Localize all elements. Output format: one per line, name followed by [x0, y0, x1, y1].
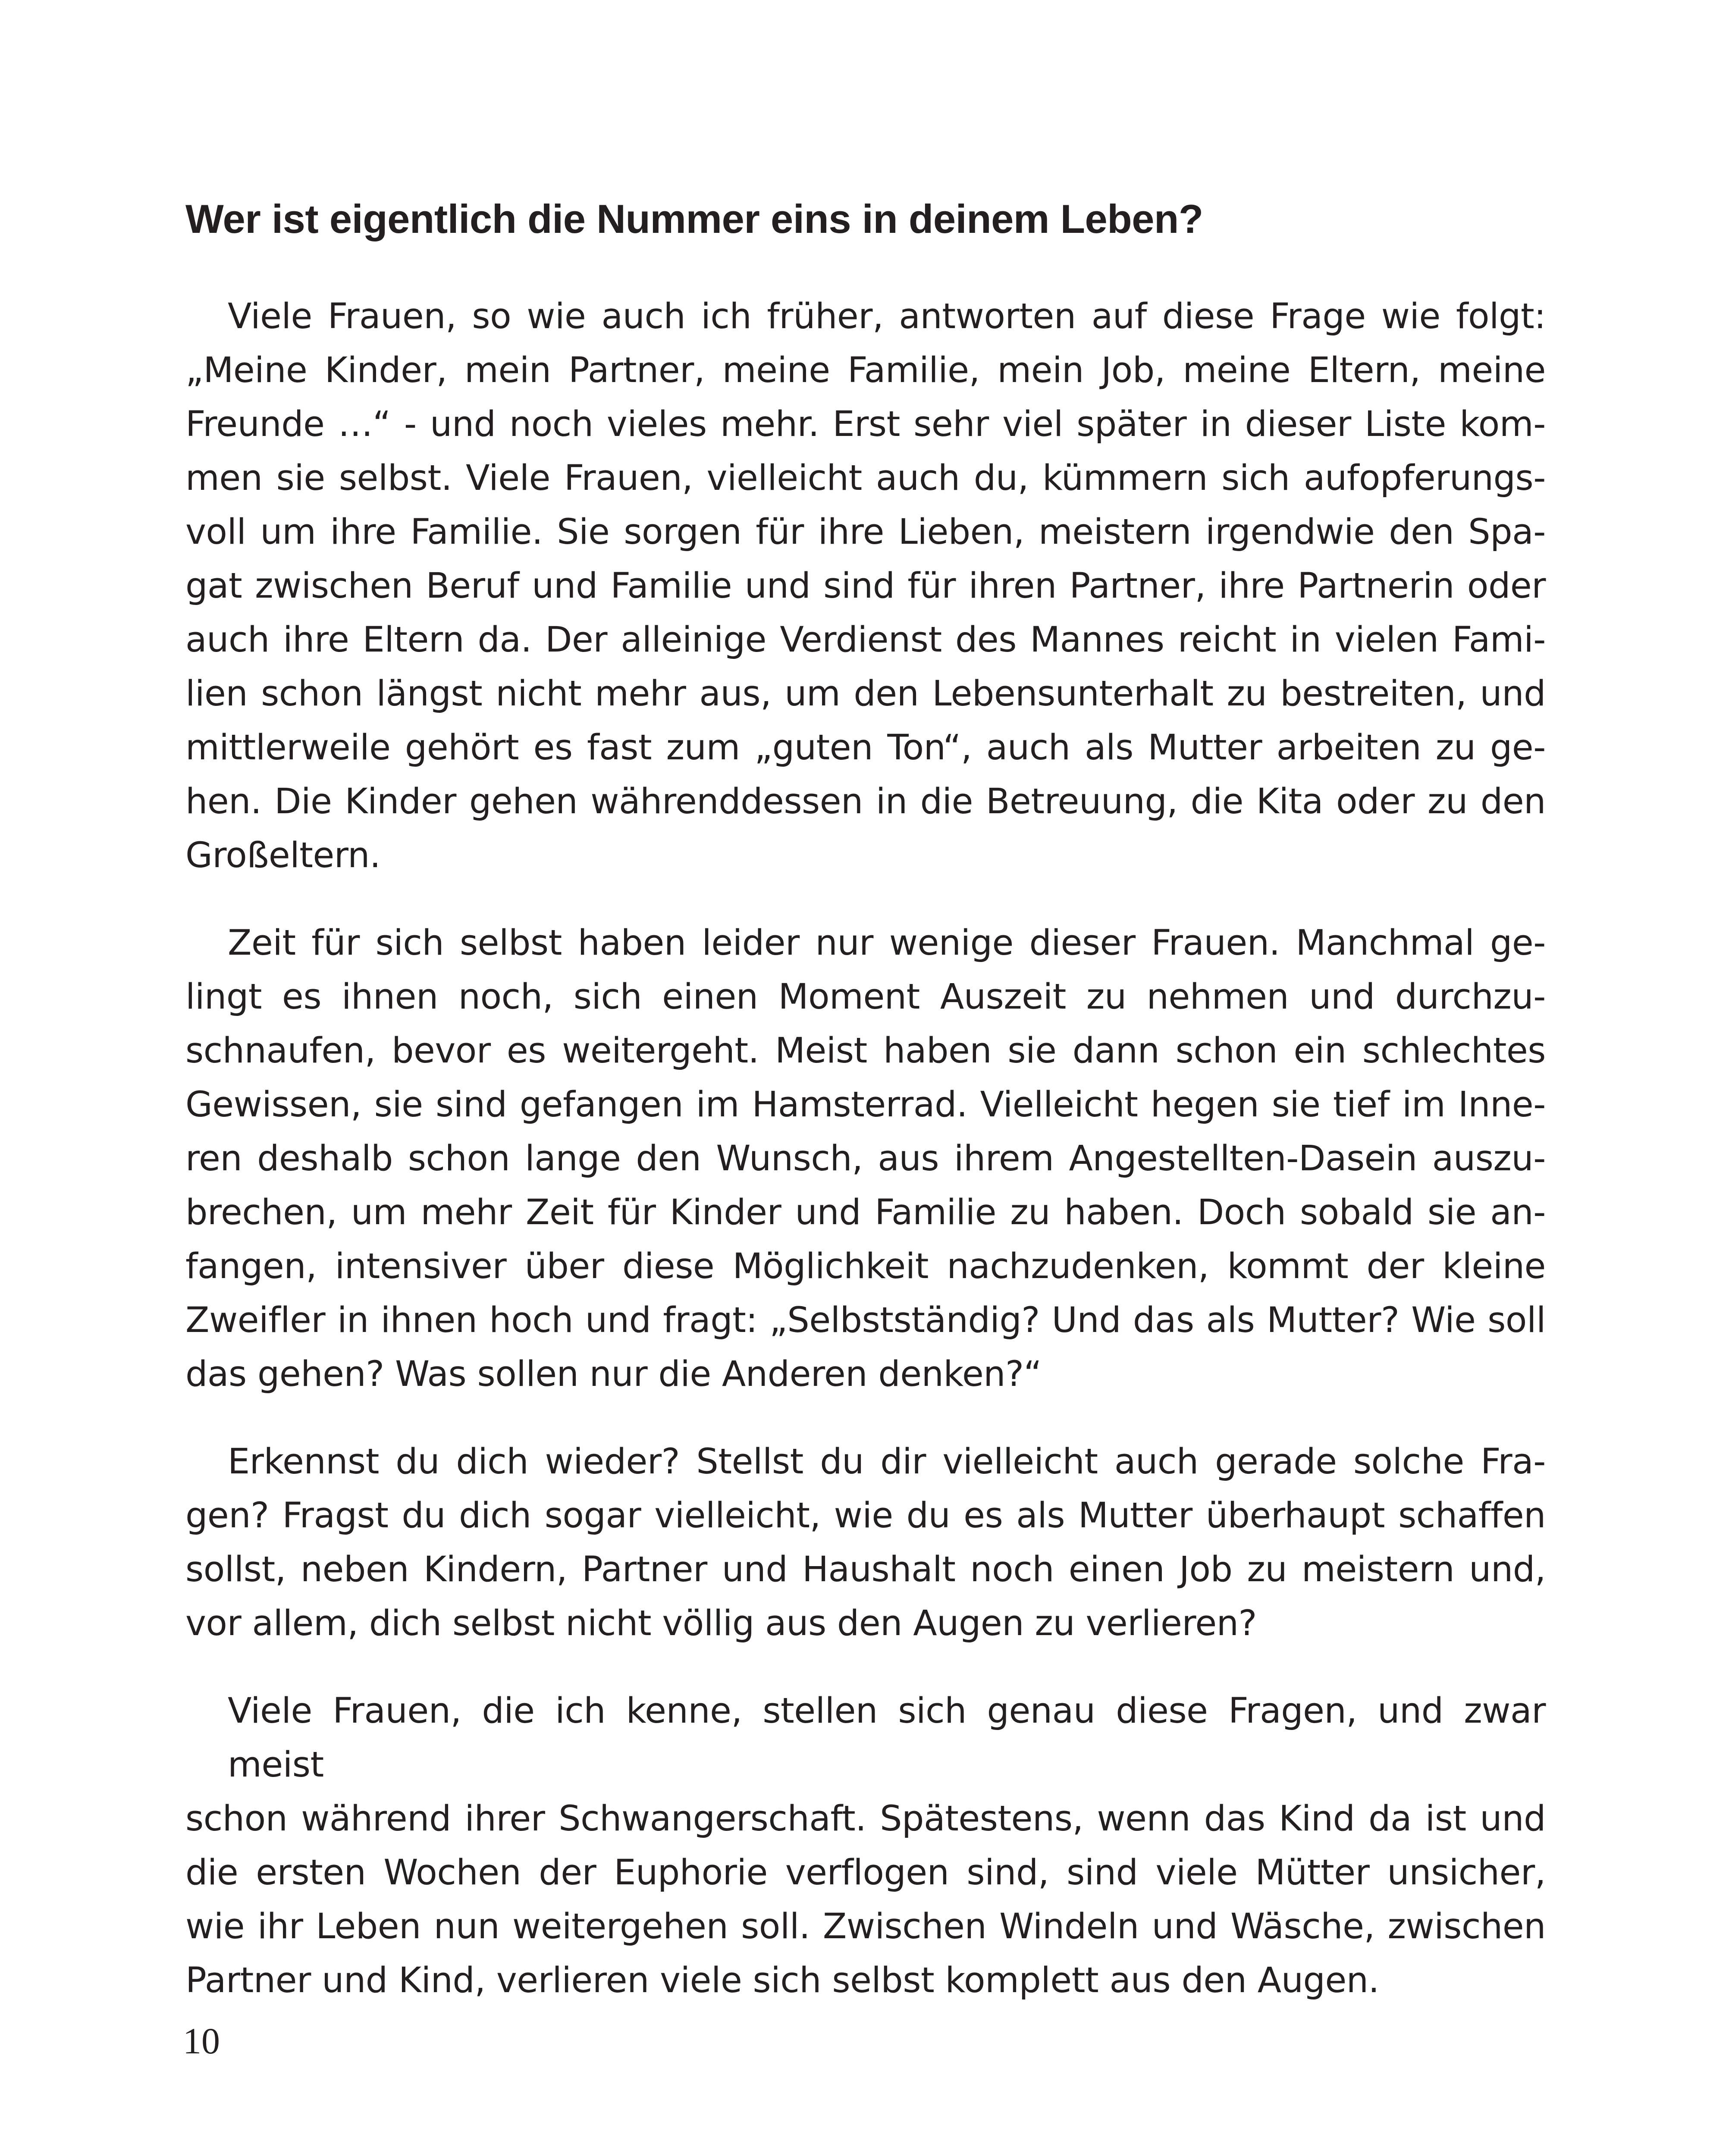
page-number: 10: [183, 2020, 220, 2062]
text-line: Freunde …“ - und noch vieles mehr. Erst sehr viel später in dieser Liste kom-: [185, 404, 1546, 445]
paragraph-3: [185, 1435, 1546, 1651]
text-line: brechen, um mehr Zeit für Kinder und Familie zu haben. Doch sobald sie an-: [185, 1192, 1546, 1233]
text-line: schon während ihrer Schwangerschaft. Spätestens, wenn das Kind da ist und: [185, 1799, 1546, 1839]
text-line: Gewissen, sie sind gefangen im Hamsterrad. Vielleicht hegen sie tief im Inne-: [185, 1084, 1546, 1125]
text-line: voll um ihre Familie. Sie sorgen für ihre Lieben, meistern irgendwie den Spa-: [185, 512, 1546, 552]
paragraph-4: [185, 1684, 1546, 2008]
text-line: die ersten Wochen der Euphorie verflogen sind, sind viele Mütter unsicher,: [185, 1852, 1546, 1893]
text-line: wie ihr Leben nun weitergehen soll. Zwischen Windeln und Wäsche, zwischen: [185, 1906, 1546, 1947]
paragraph-1: [185, 290, 1546, 883]
text-line: Zeit für sich selbst haben leider nur wenige dieser Frauen. Manchmal ge-: [228, 923, 1546, 963]
text-line: ren deshalb schon lange den Wunsch, aus ihrem Angestellten-Dasein auszu-: [185, 1138, 1546, 1179]
text-line: auch ihre Eltern da. Der alleinige Verdienst des Mannes reicht in vielen Fami-: [185, 620, 1546, 660]
text-line: „Meine Kinder, mein Partner, meine Familie, mein Job, meine Eltern, meine: [185, 350, 1546, 391]
text-line: gat zwischen Beruf und Familie und sind für ihren Partner, ihre Partnerin oder: [185, 566, 1546, 606]
text-line: Zweifler in ihnen hoch und fragt: „Selbstständig? Und das als Mutter? Wie soll: [185, 1300, 1546, 1341]
text-line: Viele Frauen, die ich kenne, stellen sich genau diese Fragen, und zwar meist: [228, 1691, 1546, 1785]
text-line: mittlerweile gehört es fast zum „guten Ton“, auch als Mutter arbeiten zu ge-: [185, 727, 1546, 768]
text-line: hen. Die Kinder gehen währenddessen in die Betreuung, die Kita oder zu den: [185, 781, 1546, 822]
text-line: sollst, neben Kindern, Partner und Haushalt noch einen Job zu meistern und,: [185, 1549, 1546, 1590]
text-line: gen? Fragst du dich sogar vielleicht, wie du es als Mutter überhaupt schaffen: [185, 1495, 1546, 1536]
text-line: fangen, intensiver über diese Möglichkeit nachzudenken, kommt der kleine: [185, 1246, 1546, 1287]
text-line: vor allem, dich selbst nicht völlig aus den Augen zu verlieren?: [185, 1603, 1257, 1644]
text-line: schnaufen, bevor es weitergeht. Meist haben sie dann schon ein schlechtes: [185, 1031, 1546, 1071]
body-text: [185, 290, 1546, 2041]
text-line: Viele Frauen, so wie auch ich früher, antworten auf diese Frage wie folgt:: [228, 296, 1546, 337]
text-line: men sie selbst. Viele Frauen, vielleicht auch du, kümmern sich aufopferungs-: [185, 458, 1546, 498]
text-line: lien schon längst nicht mehr aus, um den Lebensunterhalt zu bestreiten, und: [185, 674, 1546, 714]
text-line: Partner und Kind, verlieren viele sich selbst komplett aus den Augen.: [185, 1960, 1379, 2001]
paragraph-2: [185, 916, 1546, 1401]
text-line: Großeltern.: [185, 835, 381, 876]
text-line: das gehen? Was sollen nur die Anderen denken?“: [185, 1354, 1042, 1395]
section-heading: Wer ist eigentlich die Nummer eins in deinem Leben?: [185, 196, 1203, 241]
text-line: lingt es ihnen noch, sich einen Moment Auszeit zu nehmen und durchzu-: [185, 977, 1546, 1017]
text-line: Erkennst du dich wieder? Stellst du dir vielleicht auch gerade solche Fra-: [228, 1442, 1546, 1482]
